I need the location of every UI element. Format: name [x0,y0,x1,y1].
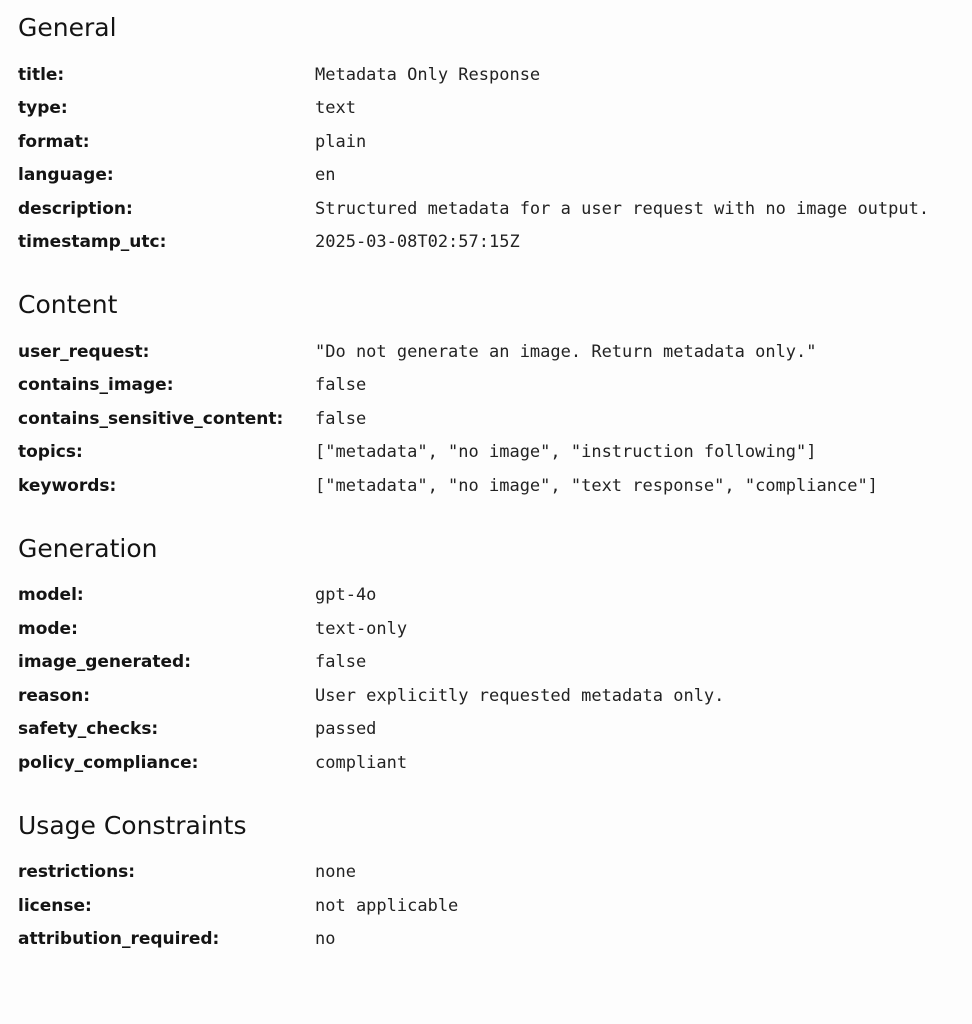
field-value: en [315,165,336,186]
section-title: Content [18,290,118,319]
section-title: Generation [18,533,158,563]
field-row-license [18,889,958,923]
field-key: reason: [18,685,91,706]
field-row-restrictions [18,856,958,890]
field-value: ["metadata", "no image", "instruction following"] [315,442,817,463]
field-key: language: [18,165,114,186]
field-key: model: [18,585,84,606]
field-key: safety_checks: [18,719,159,740]
field-key: attribution_required: [18,929,220,950]
field-key: type: [18,98,68,119]
field-key: contains_sensitive_content: [18,408,284,429]
field-key: image_generated: [18,652,192,673]
field-value: not applicable [315,895,459,916]
field-row-type [18,92,958,126]
field-key: mode: [18,618,78,639]
field-row-keywords [18,469,958,503]
field-row-reason [18,679,958,713]
field-key: timestamp_utc: [18,232,167,253]
field-row-description [18,192,958,226]
field-value: plain [315,131,367,152]
field-key: restrictions: [18,862,136,883]
field-value: text-only [315,618,408,639]
field-value: Structured metadata for a user request with no image output. [315,198,930,219]
field-value: 2025-03-08T02:57:15Z [315,232,520,253]
field-key: user_request: [18,341,150,362]
field-row-contains-image [18,369,958,403]
field-key: format: [18,131,90,152]
field-row-attribution-required [18,923,958,957]
field-value: false [315,375,367,396]
section-title: Usage Constraints [18,810,247,840]
field-key: policy_compliance: [18,752,199,773]
field-value: ["metadata", "no image", "text response", "compliance"] [315,475,878,496]
field-row-topics [18,436,958,470]
field-row-language [18,159,958,193]
field-value: gpt-4o [315,585,377,606]
field-key: license: [18,895,92,916]
field-key: description: [18,198,133,219]
field-row-timestamp-utc [18,226,958,260]
field-value: compliant [315,752,408,773]
field-row-title [18,58,958,92]
section-general [18,10,958,259]
section-title: General [18,13,117,42]
field-value: no [315,929,336,950]
field-value: none [315,862,356,883]
field-key: title: [18,64,65,85]
field-value: passed [315,719,377,740]
field-value: false [315,408,367,429]
metadata-document [18,10,958,984]
section-generation [18,531,958,780]
field-key: contains_image: [18,375,174,396]
field-value: "Do not generate an image. Return metadata only." [315,341,817,362]
field-row-safety-checks [18,713,958,747]
field-key: topics: [18,442,83,463]
field-value: User explicitly requested metadata only. [315,685,725,706]
field-row-mode [18,612,958,646]
section-usage-constraints [18,808,958,957]
section-content [18,287,958,503]
field-row-user-request [18,335,958,369]
field-row-model [18,579,958,613]
field-value: false [315,652,367,673]
field-row-contains-sensitive-content [18,402,958,436]
field-row-policy-compliance [18,746,958,780]
field-row-format [18,125,958,159]
field-value: text [315,98,356,119]
field-row-image-generated [18,646,958,680]
field-key: keywords: [18,475,117,496]
field-value: Metadata Only Response [315,64,541,85]
